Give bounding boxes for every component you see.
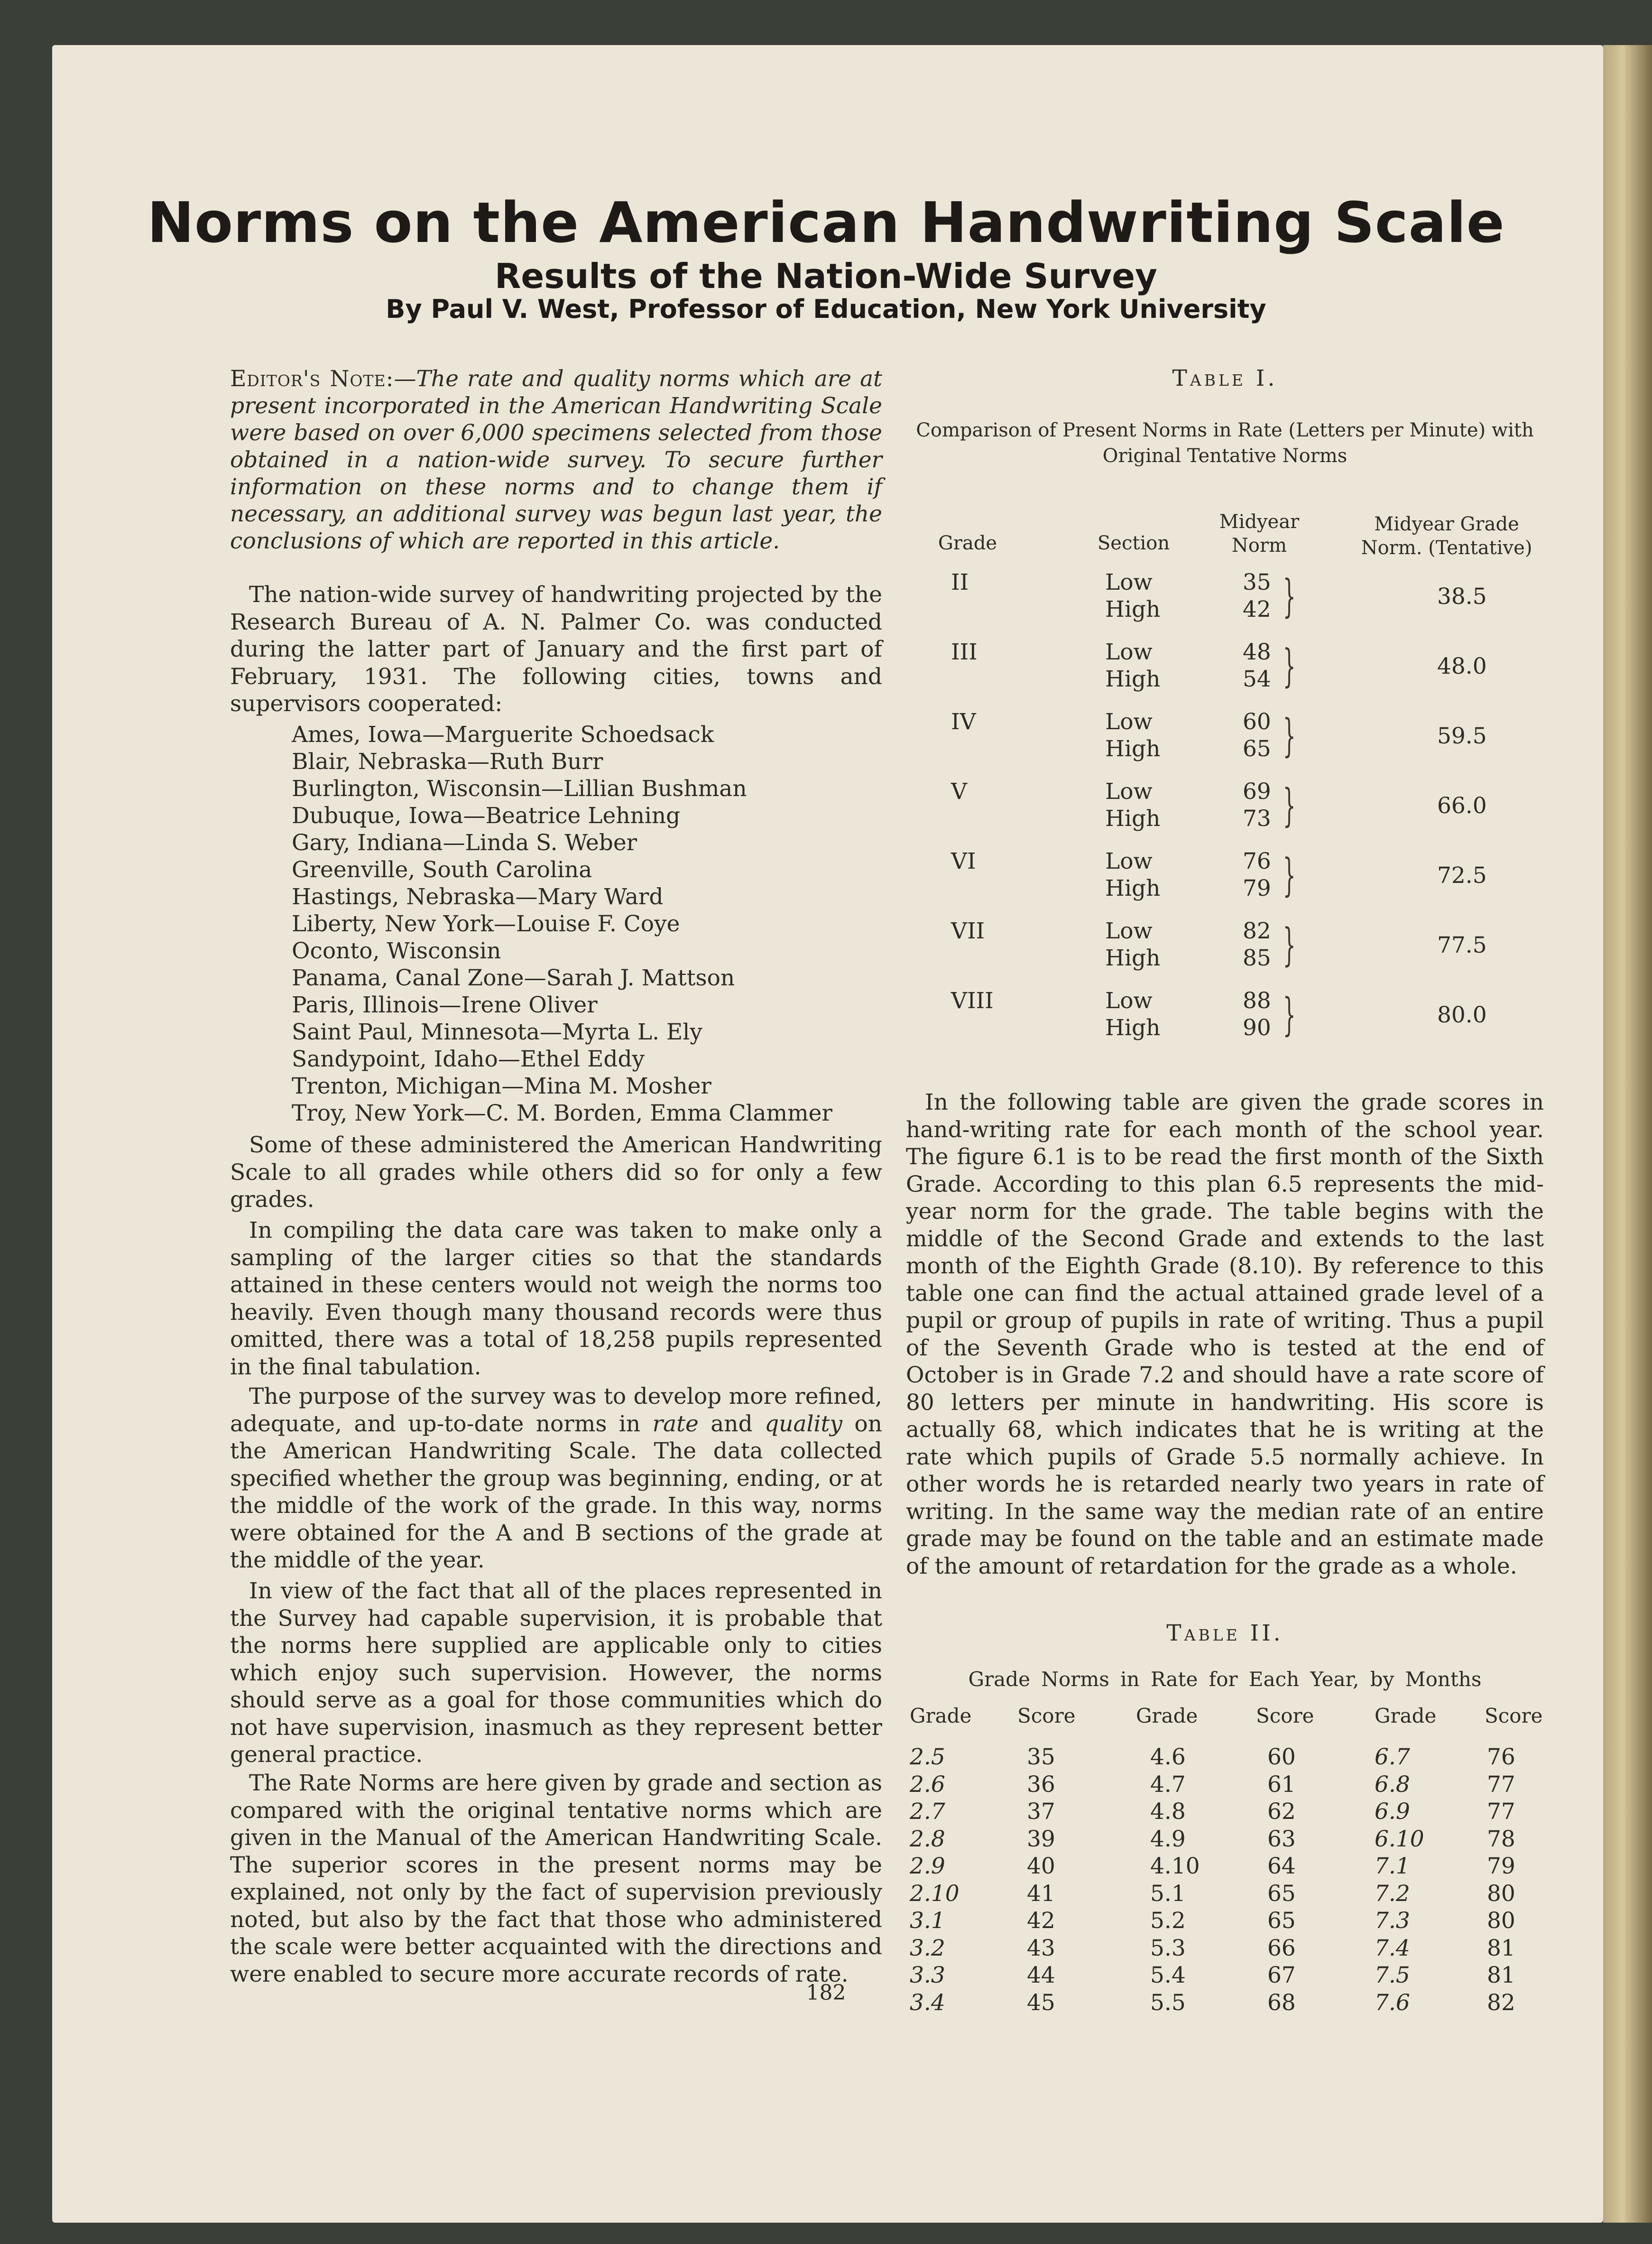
table2-cell: 2.9: [910, 1853, 945, 1879]
table1-norm-high: 90: [1243, 1015, 1271, 1041]
list-item: Saint Paul, Minnesota—Myrta L. Ely: [292, 1019, 702, 1045]
table1-tentative: 72.5: [1437, 862, 1487, 889]
table2-header-grade: Grade: [1375, 1704, 1437, 1727]
table2-cell: 4.8: [1150, 1799, 1186, 1825]
table1-section-high: High: [1105, 596, 1161, 622]
brace-icon: }: [1283, 919, 1296, 971]
table2-header-score: Score: [1485, 1704, 1543, 1727]
table2-cell: 4.10: [1150, 1853, 1200, 1879]
table1-norm-low: 88: [1243, 988, 1271, 1014]
paragraph-purpose-c: on the American Handwriting Scale. The data collected specified whether the group was beginning, ending, or at the middle of the work of the grade. In this way, norms were obtained for the A and B sections of the grade at the middle of the year.: [230, 1410, 882, 1573]
table2-cell: 6.8: [1375, 1771, 1410, 1798]
brace-icon: }: [1283, 779, 1296, 832]
table2-cell: 80: [1487, 1880, 1515, 1907]
table1-norm-low: 48: [1243, 639, 1271, 665]
table2-column: [1027, 1743, 1055, 2016]
brace-icon: }: [1283, 710, 1296, 762]
table2-cell: 64: [1267, 1853, 1296, 1879]
paragraph-administered: Some of these administered the American Handwriting Scale to all grades while others did so for only a few grades.: [230, 1132, 882, 1213]
table2-cell: 7.4: [1375, 1935, 1410, 1961]
table2-cell: 7.2: [1375, 1880, 1410, 1907]
table2-cell: 43: [1027, 1935, 1055, 1961]
table1-grade: VIII: [951, 988, 994, 1014]
table1-grade: III: [951, 639, 978, 665]
table2-cell: 65: [1267, 1880, 1296, 1907]
table2-cell: 5.1: [1150, 1880, 1186, 1907]
table2-cell: 6.10: [1375, 1826, 1424, 1852]
paragraph-following-table: In the following table are given the grade scores in hand-writing rate for each month of the school year. The figure 6.1 is to be read the first month of the Sixth Grade. According to this plan 6.5 represents the mid-year norm for the grade. The table begins with the middle of the Second Grade and extends to the last month of the Eighth Grade (8.10). By reference to this table one can find the actual attained grade level of a pupil or group of pupils in rate of writing. Thus a pupil of the Seventh Grade who is tested at the end of October is in Grade 7.2 and should have a rate score of 80 letters per minute in handwriting. His score is actually 68, which indicates that he is writing at the rate which pupils of Grade 5.5 normally achieve. In other words he is retarded nearly two years in rate of writing. In the same way the median rate of an entire grade may be found on the table and an estimate made of the amount of retardation for the grade as a whole.: [906, 1089, 1544, 1579]
table1-norm-high: 42: [1243, 596, 1271, 622]
table1-section-low: Low: [1105, 709, 1153, 735]
table2-cell: 66: [1267, 1935, 1296, 1961]
table1-norm-low: 69: [1243, 779, 1271, 805]
table1-section-low: Low: [1105, 918, 1153, 944]
table2-cell: 63: [1267, 1826, 1296, 1852]
table2-cell: 2.8: [910, 1826, 945, 1852]
table2-cell: 7.6: [1375, 1989, 1410, 2016]
paragraph-purpose: [230, 1383, 882, 1574]
paragraph-purpose-a: The purpose of the survey was to develop more refined, adequate, and up-to-date norms in: [230, 1383, 882, 1437]
table1-section-low: Low: [1105, 569, 1153, 595]
table1-section-low: Low: [1105, 848, 1153, 874]
table2-header-score: Score: [1017, 1704, 1076, 1727]
table1-header-midyear-2: Norm: [1231, 535, 1287, 556]
table2-column: [1267, 1743, 1296, 2016]
table2-cell: 4.7: [1150, 1771, 1186, 1798]
table1-section-high: High: [1105, 875, 1161, 901]
list-item: Hastings, Nebraska—Mary Ward: [292, 884, 664, 910]
list-item: Panama, Canal Zone—Sarah J. Mattson: [292, 965, 735, 991]
table2-cell: 67: [1267, 1962, 1296, 1988]
table2-cell: 65: [1267, 1908, 1296, 1934]
brace-icon: }: [1283, 640, 1296, 692]
table2-cell: 62: [1267, 1799, 1296, 1825]
table1-norm-high: 85: [1243, 945, 1271, 971]
list-item: Paris, Illinois—Irene Oliver: [292, 992, 598, 1018]
table2-cell: 36: [1027, 1771, 1055, 1798]
editor-note-text: —The rate and quality norms which are at present incorporated in the American Handwriting Scale were based on over 6,000 specimens selected from those obtained in a nation-wide survey. To secure further information on these norms and to change them if necessary, an additional survey was begun last year, the conclusions of which are reported in this article.: [230, 366, 882, 554]
list-item: Oconto, Wisconsin: [292, 938, 501, 964]
cities-list: [292, 721, 885, 1127]
table2-cell: 40: [1027, 1853, 1055, 1879]
table1-section-high: High: [1105, 945, 1161, 971]
table2-cell: 2.5: [910, 1744, 945, 1770]
table1-header-tentative-1: Midyear Grade: [1374, 513, 1519, 535]
next-page-edge: [1603, 45, 1652, 2223]
table2-cell: 3.1: [910, 1908, 945, 1934]
editor-note-lead: Editor's Note:: [230, 366, 394, 392]
table2-cell: 2.6: [910, 1771, 945, 1798]
byline: By Paul V. West, Professor of Education, New York University: [386, 294, 1266, 324]
table2-cell: 41: [1027, 1880, 1055, 1907]
table1-norm-low: 60: [1243, 709, 1271, 735]
table2-cell: 35: [1027, 1744, 1055, 1770]
paragraph-purpose-b: and: [698, 1410, 765, 1437]
table2-cell: 2.7: [910, 1799, 945, 1825]
list-item: Ames, Iowa—Marguerite Schoedsack: [292, 722, 714, 748]
table2-cell: 3.2: [910, 1935, 945, 1961]
table2-header-score: Score: [1256, 1704, 1314, 1727]
table2-cell: 37: [1027, 1799, 1055, 1825]
table1-section-low: Low: [1105, 779, 1153, 805]
table2-cell: 68: [1267, 1989, 1296, 2016]
table1-section-low: Low: [1105, 639, 1153, 665]
table1-norm-low: 35: [1243, 569, 1271, 595]
table2-column: [1487, 1743, 1515, 2016]
table2-cell: 61: [1267, 1771, 1296, 1798]
list-item: Dubuque, Iowa—Beatrice Lehning: [292, 803, 681, 829]
table1-header-section: Section: [1097, 532, 1170, 554]
article-title: Norms on the American Handwriting Scale: [147, 190, 1505, 255]
table1-tentative: 59.5: [1437, 723, 1487, 749]
table1-grade: IV: [951, 709, 976, 735]
table2-cell: 3.3: [910, 1962, 945, 1988]
table2-cell: 7.5: [1375, 1962, 1410, 1988]
table2-cell: 80: [1487, 1908, 1515, 1934]
table2-cell: 77: [1487, 1799, 1515, 1825]
brace-icon: }: [1283, 989, 1296, 1041]
table1-section-high: High: [1105, 806, 1161, 832]
table1-tentative: 38.5: [1437, 584, 1487, 610]
brace-icon: }: [1283, 570, 1296, 622]
table2-cell: 60: [1267, 1744, 1296, 1770]
list-item: Liberty, New York—Louise F. Coye: [292, 911, 680, 937]
table1-description: Comparison of Present Norms in Rate (Letters per Minute) with Original Tentative Norms: [916, 419, 1534, 467]
list-item: Burlington, Wisconsin—Lillian Bushman: [292, 776, 747, 802]
table1-tentative: 48.0: [1437, 653, 1487, 679]
table1-section-high: High: [1105, 1015, 1161, 1041]
table1-norm-low: 82: [1243, 918, 1271, 944]
table2-cell: 79: [1487, 1853, 1515, 1879]
table2-header-grade: Grade: [1136, 1704, 1198, 1727]
editor-note: [230, 365, 882, 555]
table1-tentative: 80.0: [1437, 1002, 1487, 1028]
table2-cell: 5.4: [1150, 1962, 1186, 1988]
list-item: Blair, Nebraska—Ruth Burr: [292, 749, 603, 775]
table1-header-grade: Grade: [938, 532, 997, 554]
article-subtitle: Results of the Nation-Wide Survey: [494, 256, 1157, 296]
table1-norm-high: 79: [1243, 875, 1271, 901]
table2-cell: 42: [1027, 1908, 1055, 1934]
table2-cell: 82: [1487, 1989, 1515, 2016]
table1-grade: VI: [951, 848, 976, 874]
brace-icon: }: [1283, 849, 1296, 901]
table2-cell: 81: [1487, 1935, 1515, 1961]
paragraph-supervision: In view of the fact that all of the places represented in the Survey had capable supervision, it is probable that the norms here supplied are applicable only to cities which enjoy such supervision. However, the norms should serve as a goal for those communities which do not have supervision, inasmuch as they represent better general practice.: [230, 1578, 882, 1768]
table2-cell: 5.5: [1150, 1989, 1186, 2016]
table1-section-low: Low: [1105, 988, 1153, 1014]
list-item: Troy, New York—C. M. Borden, Emma Clammer: [292, 1100, 832, 1126]
table2-cell: 3.4: [910, 1989, 945, 2016]
table2-cell: 4.6: [1150, 1744, 1186, 1770]
table2-cell: 5.3: [1150, 1935, 1186, 1961]
table1-norm-high: 54: [1243, 666, 1271, 692]
emphasis-rate: rate: [652, 1410, 699, 1437]
list-item: Sandypoint, Idaho—Ethel Eddy: [292, 1046, 645, 1072]
table2-cell: 7.1: [1375, 1853, 1410, 1879]
emphasis-quality: quality: [765, 1410, 842, 1437]
table2-column: [1150, 1743, 1200, 2016]
table1-grade: II: [951, 569, 969, 595]
table1-tentative: 66.0: [1437, 793, 1487, 819]
table1-norm-high: 65: [1243, 736, 1271, 762]
table2-cell: 5.2: [1150, 1908, 1186, 1934]
table2-cell: 76: [1487, 1744, 1515, 1770]
table2-cell: 2.10: [910, 1880, 960, 1907]
table1-grade: V: [951, 779, 967, 805]
table2-column: [1375, 1743, 1424, 2016]
table2-caption: Table II.: [1166, 1620, 1283, 1646]
table1-section-high: High: [1105, 736, 1161, 762]
table2-cell: 6.7: [1375, 1744, 1410, 1770]
table2-cell: 45: [1027, 1989, 1055, 2016]
table1-header-midyear-1: Midyear: [1219, 511, 1300, 533]
paragraph-compiling: In compiling the data care was taken to make only a sampling of the larger cities so that the standards attained in these centers would not weigh the norms too heavily. Even though many thousand records were thus omitted, there was a total of 18,258 pupils represented in the final tabulation.: [230, 1217, 882, 1380]
table2-column: [910, 1743, 960, 2016]
table2-header-grade: Grade: [910, 1704, 972, 1727]
list-item: Trenton, Michigan—Mina M. Mosher: [292, 1073, 711, 1099]
list-item: Greenville, South Carolina: [292, 857, 592, 883]
table2-description: Grade Norms in Rate for Each Year, by Months: [968, 1668, 1482, 1691]
page-number: 182: [806, 1981, 846, 2005]
table2-cell: 39: [1027, 1826, 1055, 1852]
table1-section-high: High: [1105, 666, 1161, 692]
table2-cell: 77: [1487, 1771, 1515, 1798]
paragraph-survey: The nation-wide survey of handwriting projected by the Research Bureau of A. N. Palmer Co. was conducted during the latter part of January and the first part of February, 1931. The following cities, towns and supervisors cooperated:: [230, 582, 882, 717]
table2-cell: 44: [1027, 1962, 1055, 1988]
table1-caption: Table I.: [1172, 365, 1278, 391]
paragraph-rate-norms: The Rate Norms are here given by grade and section as compared with the original tentative norms which are given in the Manual of the American Handwriting Scale. The superior scores in the present norms may be explained, not only by the fact of supervision previously noted, but also by the fact that those who administered the scale were better acquainted with the directions and were enabled to secure more accurate records of rate.: [230, 1770, 882, 1987]
list-item: Gary, Indiana—Linda S. Weber: [292, 830, 637, 856]
table1-header-tentative-2: Norm. (Tentative): [1361, 537, 1532, 559]
table2-cell: 6.9: [1375, 1799, 1410, 1825]
table1-norm-low: 76: [1243, 848, 1271, 874]
table2-cell: 7.3: [1375, 1908, 1410, 1934]
table2-cell: 78: [1487, 1826, 1515, 1852]
table2-cell: 4.9: [1150, 1826, 1186, 1852]
table1-tentative: 77.5: [1437, 932, 1487, 958]
table1-norm-high: 73: [1243, 806, 1271, 832]
table2-cell: 81: [1487, 1962, 1515, 1988]
table1-grade: VII: [951, 918, 985, 944]
